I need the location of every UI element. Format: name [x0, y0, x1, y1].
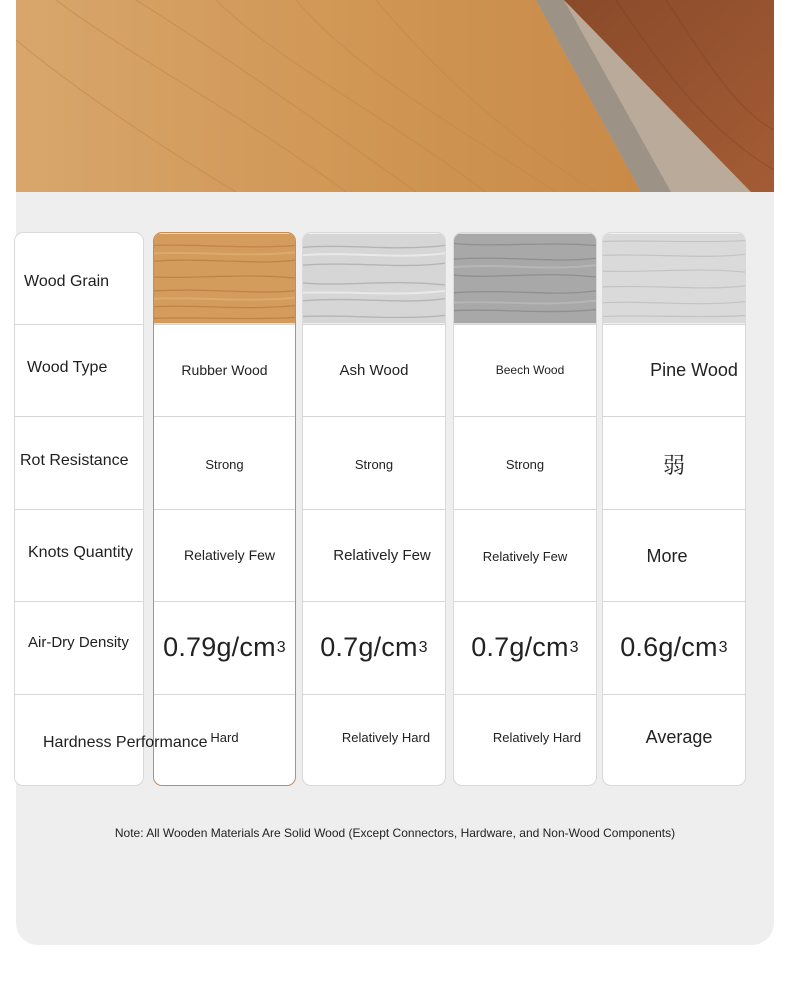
ash-wood-rot: Strong — [354, 457, 394, 472]
pine-wood-type: Pine Wood — [650, 359, 738, 380]
beech-wood-hardness: Relatively Hard — [492, 730, 582, 745]
pine-wood-grain-swatch — [603, 233, 745, 324]
footnote: Note: All Wooden Materials Are Solid Wood (Except Connectors, Hardware, and Non-Wood Components) — [114, 826, 676, 840]
rubber-wood-rot: Strong — [205, 457, 244, 472]
rubber-wood-knots: Relatively Few — [183, 547, 276, 563]
beech-wood-knots: Relatively Few — [482, 548, 568, 564]
beech-wood-type: Beech Wood — [495, 363, 565, 377]
label-wood-grain: Wood Grain — [24, 273, 110, 290]
label-air-dry-density: Air-Dry Density — [28, 634, 129, 651]
column-pine-wood — [602, 232, 746, 786]
beech-wood-grain-swatch — [454, 233, 596, 324]
ash-wood-hardness: Relatively Hard — [341, 730, 431, 745]
rubber-wood-density: 0.79g/cm 3 — [163, 632, 286, 662]
column-rubber-wood — [153, 232, 296, 786]
label-wood-type: Wood Type — [27, 359, 108, 376]
hero-wood-photo — [16, 0, 774, 192]
pine-wood-density: 0.6g/cm 3 — [620, 632, 728, 662]
rubber-wood-hardness: Hard — [210, 730, 239, 745]
column-ash-wood — [302, 232, 446, 786]
rubber-wood-grain-swatch — [154, 233, 295, 324]
beech-wood-rot: Strong — [505, 457, 545, 472]
row-label-column — [14, 232, 144, 786]
label-hardness-performance: Hardness Performance — [43, 734, 208, 751]
ash-wood-grain-swatch — [303, 233, 445, 324]
pine-wood-knots: More — [646, 545, 688, 566]
ash-wood-density: 0.7g/cm 3 — [320, 632, 428, 662]
rubber-wood-type: Rubber Wood — [181, 362, 268, 378]
pine-wood-hardness: Average — [645, 727, 713, 747]
label-rot-resistance: Rot Resistance — [20, 452, 129, 469]
label-knots-quantity: Knots Quantity — [28, 544, 133, 561]
ash-wood-knots: Relatively Few — [333, 546, 431, 564]
pine-wood-rot: 弱 — [662, 453, 685, 478]
ash-wood-type: Ash Wood — [339, 361, 409, 379]
column-beech-wood — [453, 232, 597, 786]
beech-wood-density: 0.7g/cm 3 — [471, 632, 579, 662]
